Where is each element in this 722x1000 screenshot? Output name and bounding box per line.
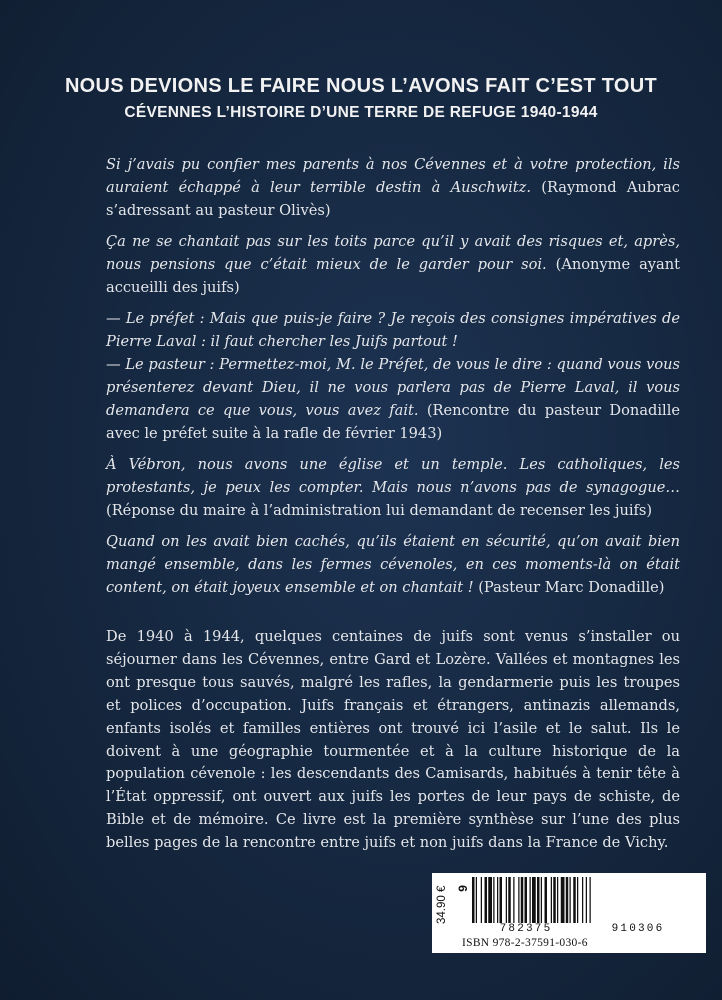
barcode-label	[432, 873, 706, 953]
quote-donadille	[106, 530, 680, 599]
quotes-section	[106, 153, 680, 607]
quote-attribution: (Pasteur Marc Donadille)	[478, 579, 665, 596]
quote-attribution: (Anonyme ayant accueilli des juifs)	[106, 256, 680, 296]
quote-text: Quand on les avait bien cachés, qu’ils étaient en sécurité, qu’on avait bien mangé ensemble, dans les fermes cévenoles, en ces moments-là on était content, on était joyeux ensemble et on chantait !	[106, 533, 680, 596]
barcode-bar	[537, 877, 540, 923]
barcode-digits-right: 910306	[611, 923, 665, 935]
barcode-bar	[532, 877, 536, 923]
barcode-bar	[545, 877, 548, 923]
quote-text: Si j’avais pu confier mes parents à nos Cévennes et à votre protection, ils auraient échappé à leur terrible destin à Auschwitz.	[106, 156, 680, 196]
barcode-bar	[513, 877, 514, 923]
barcode-bars	[470, 877, 694, 923]
barcode-bar	[577, 877, 578, 923]
book-title: NOUS DEVIONS LE FAIRE NOUS L’AVONS FAIT C’EST TOUT	[64, 75, 658, 97]
barcode-bar	[506, 877, 507, 923]
barcode-bar	[485, 877, 488, 923]
barcode-lead-digit: 9	[456, 885, 470, 892]
dialogue-line	[106, 353, 680, 445]
price-label: 34.90 €	[436, 885, 448, 925]
barcode-bar	[497, 877, 498, 923]
barcode-bar	[521, 877, 524, 923]
quote-text: — Le pasteur : Permettez-moi, M. le Préfet, de vous le dire : quand vous vous présenterez devant Dieu, il ne vous parlera pas de Pierre Laval, il vous demandera ce que vous, vous avez fait.	[106, 356, 680, 419]
dialogue-line	[106, 307, 680, 353]
quote-anonyme	[106, 230, 680, 299]
barcode-bar	[472, 877, 475, 923]
barcode-bar	[590, 877, 591, 923]
quote-text: — Le préfet : Mais que puis-je faire ? Je reçois des consignes impératives de Pierre Laval : il faut chercher les Juifs partout !	[106, 310, 680, 350]
barcode-bar	[586, 877, 587, 923]
quote-vebron	[106, 453, 680, 522]
barcode-bar	[551, 877, 552, 923]
barcode-bar	[553, 877, 556, 923]
barcode-bar	[476, 877, 477, 923]
barcode-bar	[525, 877, 528, 923]
barcode-digits-left: 782375	[499, 923, 553, 935]
barcode-bar	[573, 877, 576, 923]
title-block	[0, 73, 722, 125]
barcode-bar	[493, 877, 494, 923]
quote-attribution: (Réponse du maire à l’administration lui demandant de recenser les juifs)	[106, 502, 653, 519]
barcode-bar	[518, 877, 519, 923]
quote-attribution: (Raymond Aubrac s’adressant au pasteur Olivès)	[106, 179, 680, 219]
barcode-bar	[500, 877, 503, 923]
barcode-bar	[570, 877, 571, 923]
barcode-bar	[508, 877, 511, 923]
barcode-bar	[488, 877, 492, 923]
barcode-digits	[470, 923, 694, 935]
quote-attribution: (Rencontre du pasteur Donadille avec le préfet suite à la rafle de février 1943)	[106, 402, 680, 442]
quote-text: Ça ne se chantait pas sur les toits parce qu’il y avait des risques et, après, nous pensions que c’était mieux de le garder pour soi.	[106, 233, 680, 273]
barcode-bar	[530, 877, 531, 923]
barcode-bar	[557, 877, 558, 923]
barcode-bar	[582, 877, 583, 923]
barcode-bar	[541, 877, 542, 923]
isbn-number: ISBN 978-2-37591-030-6	[462, 937, 588, 949]
barcode-bar	[481, 877, 482, 923]
quote-prefet-pasteur	[106, 307, 680, 445]
quote-text: À Vébron, nous avons une église et un temple. Les catholiques, les protestants, je peux les compter. Mais nous n’avons pas de synagogue…	[106, 456, 680, 496]
quote-aubrac	[106, 153, 680, 222]
barcode-bar	[561, 877, 565, 923]
book-subtitle: CÉVENNES L’HISTOIRE D’UNE TERRE DE REFUGE 1940-1944	[124, 104, 598, 121]
barcode-bar	[566, 877, 569, 923]
book-summary: De 1940 à 1944, quelques centaines de juifs sont venus s’installer ou séjourner dans les Cévennes, entre Gard et Lozère. Vallées et montagnes les ont presque tous sauvés, malgré les rafles, la gendarmerie puis les troupes et polices d’occupation. Juifs français et étrangers, antinazis allemands, enfants isolés et familles entières ont trouvé ici l’asile et le salut. Ils le doivent à une géographie tourmentée et à la culture historique de la population cévenole : les descendants des Camisards, habitués à tenir tête à l’État oppressif, ont ouvert aux juifs les portes de leur pays de schiste, de Bible et de mémoire. Ce livre est la première synthèse sur l’une des plus belles pages de la rencontre entre juifs et non juifs dans la France de Vichy.	[106, 628, 680, 852]
